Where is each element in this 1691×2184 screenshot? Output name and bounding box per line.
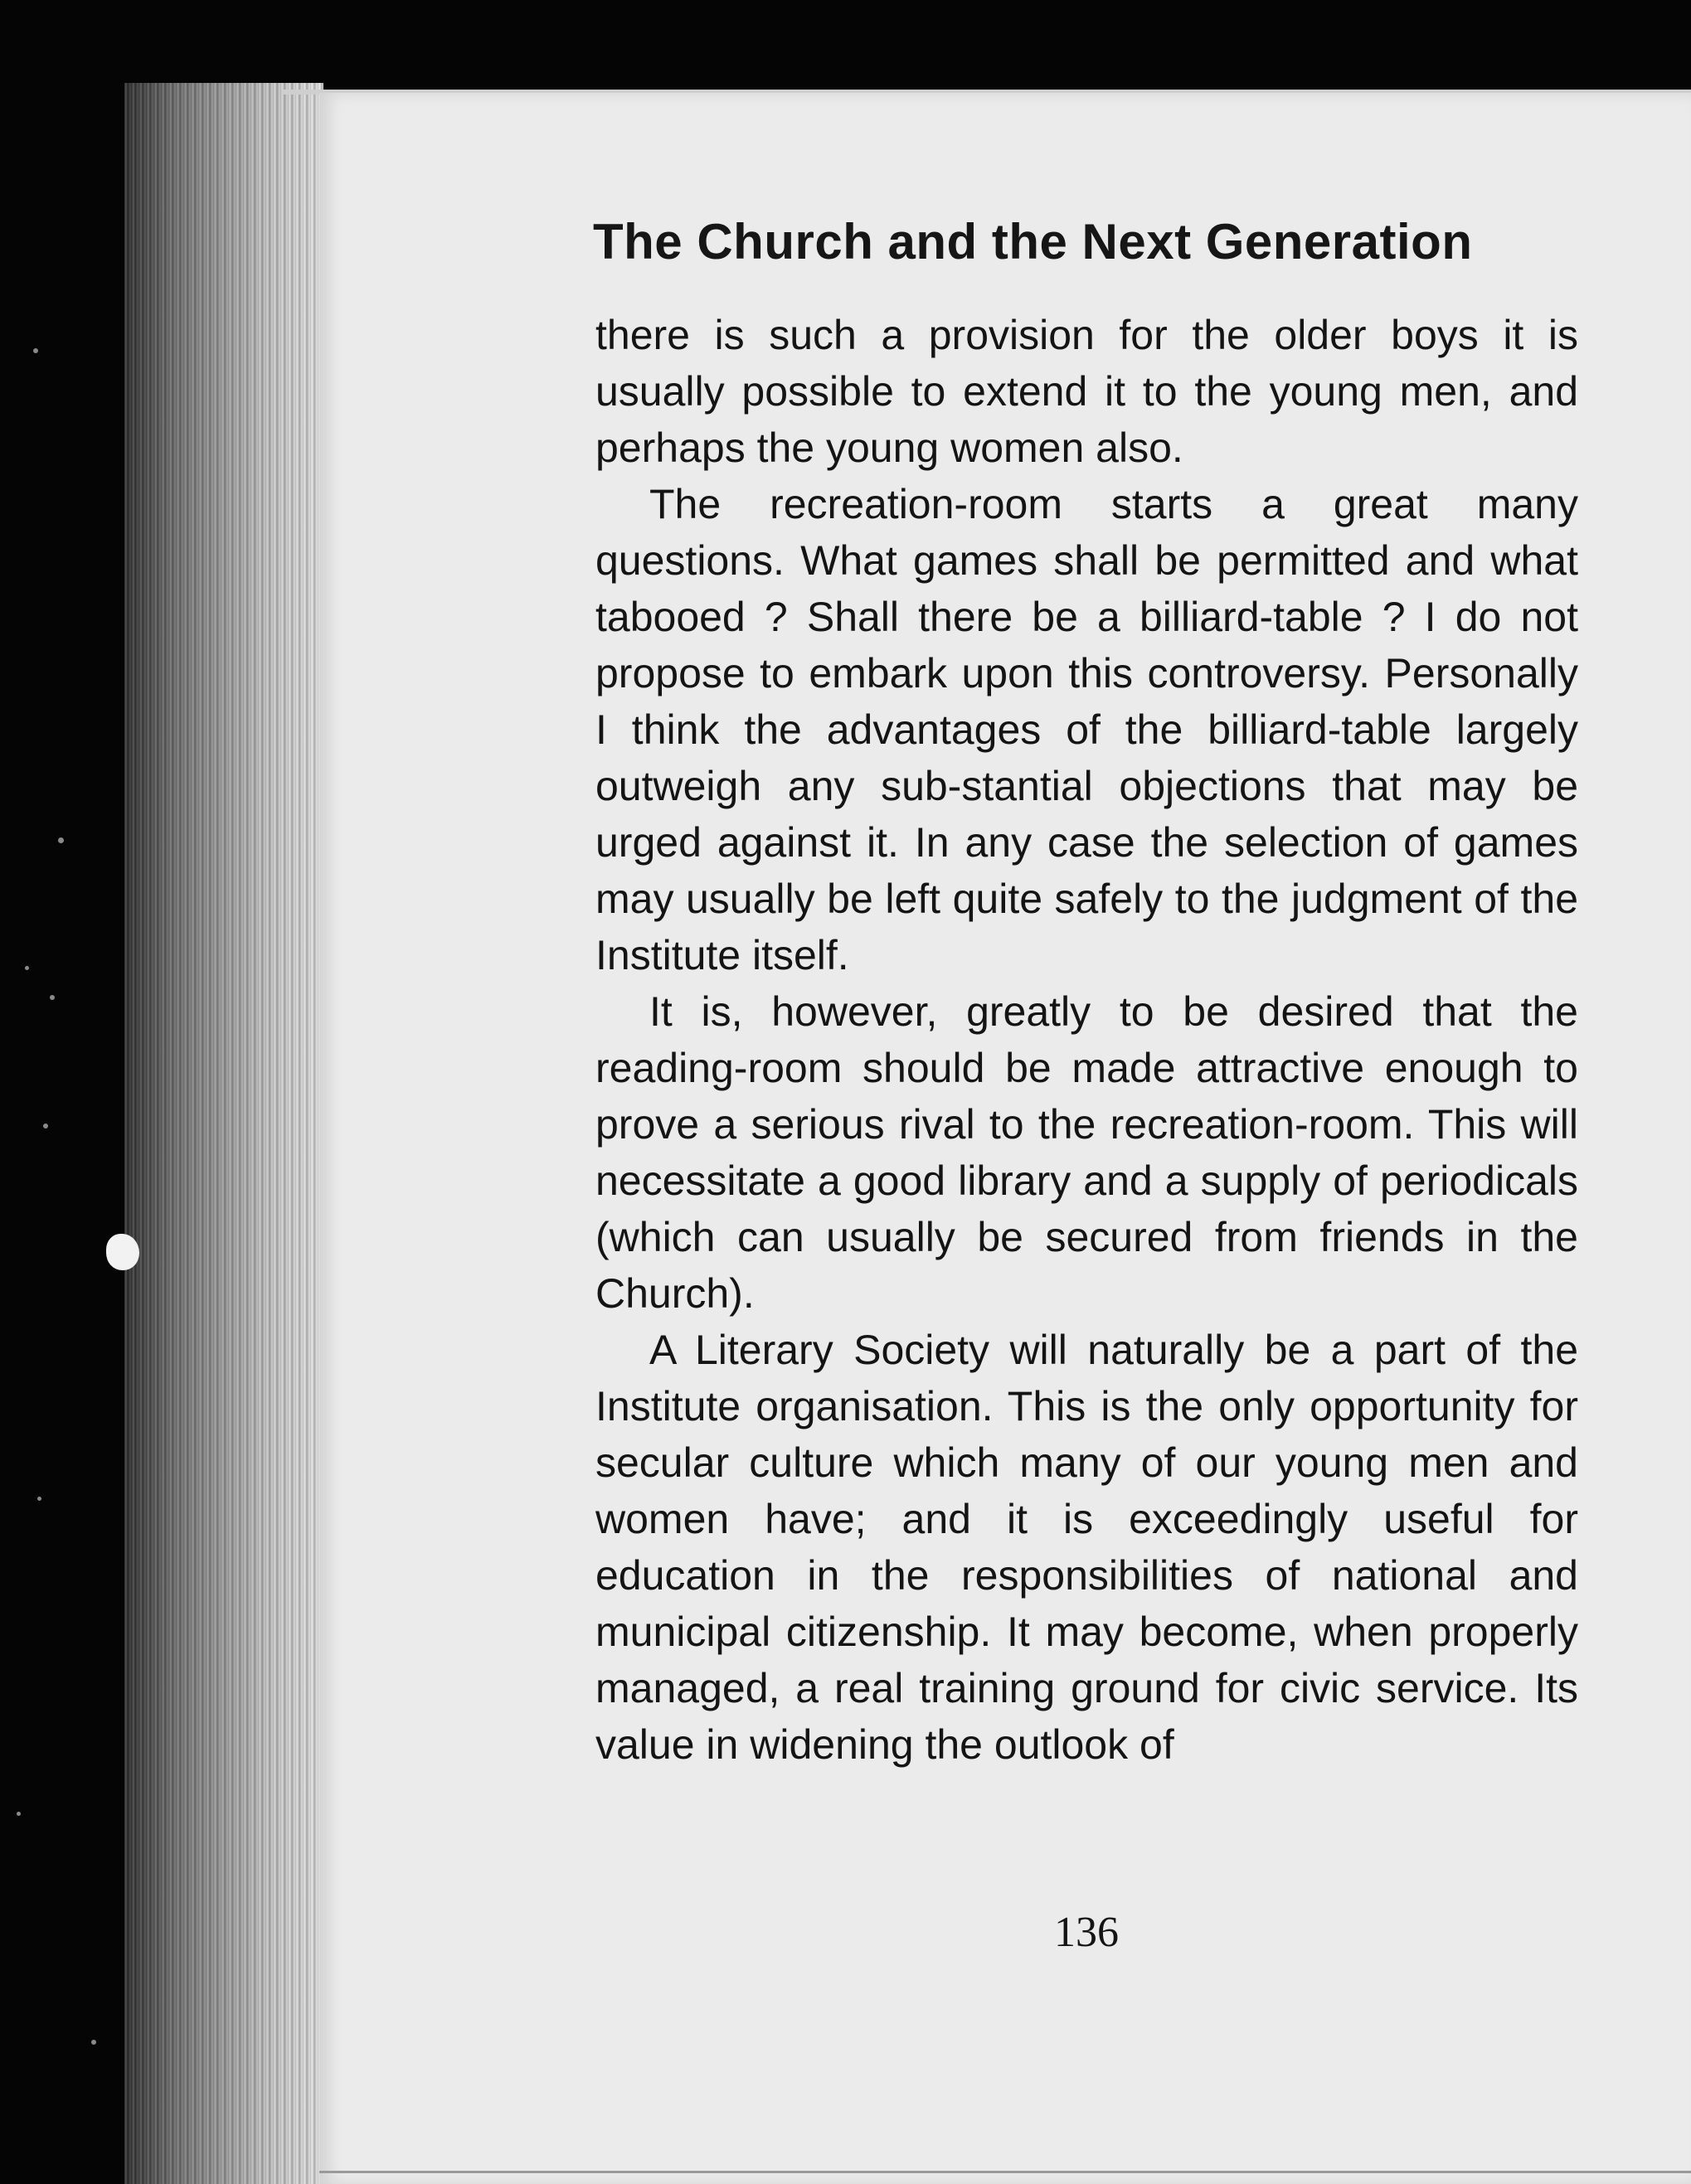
book-fore-edge xyxy=(124,83,323,2184)
scan-blot xyxy=(106,1234,139,1270)
paragraph-1: there is such a provision for the older boys it is usually possible to extend it to the young men, and perhaps the young women also. xyxy=(595,312,1578,471)
page-bottom-edge xyxy=(319,2171,1691,2173)
body-text xyxy=(595,307,1578,1773)
paragraph-2: The recreation-room starts a great many questions. What games shall be permitted and what tabooed ? Shall there be a billiard-table ? I do not propose to embark upon this controversy. Personally I think the advantages of the billiard-table largely outweigh any sub-stantial objections that may be urged against it. In any case the selection of games may usually be left quite safely to the judgment of the Institute itself. xyxy=(595,481,1578,978)
page-number: 136 xyxy=(1054,1909,1119,1956)
paragraph-4: A Literary Society will naturally be a part of the Institute organisation. This is the only opportunity for secular culture which many of our young men and women have; and it is exceedingly useful for education in the responsibilities of national and municipal citizenship. It may become, when properly managed, a real training ground for civic service. Its value in widening the outlook of xyxy=(595,1327,1578,1768)
paragraph-3: It is, however, greatly to be desired that the reading-room should be made attractive enough to prove a serious rival to the recreation-room. This will necessitate a good library and a supply of periodicals (which can usually be secured from friends in the Church). xyxy=(595,988,1578,1317)
running-head: The Church and the Next Generation xyxy=(593,214,1473,269)
